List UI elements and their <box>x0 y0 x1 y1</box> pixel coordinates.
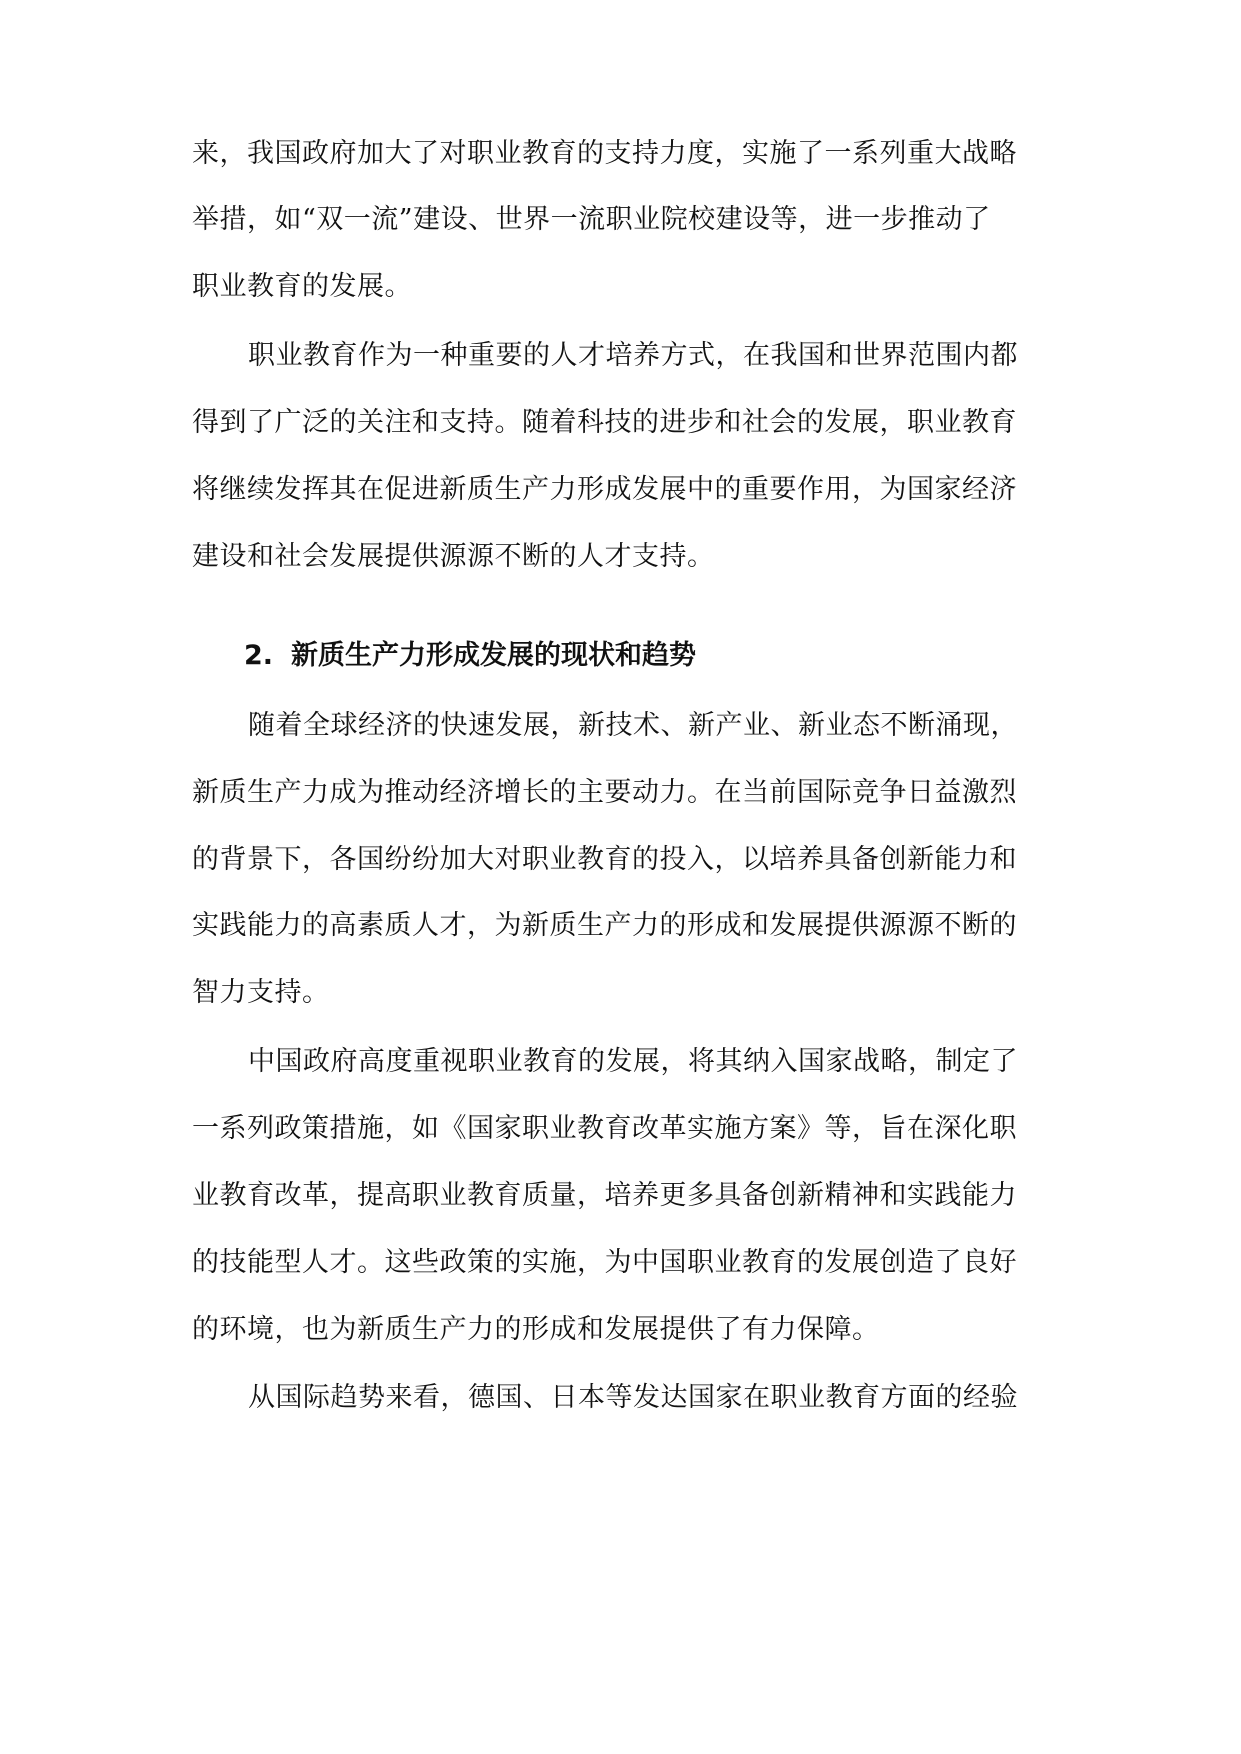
paragraph-3-line-4: 实践能力的高素质人才，为新质生产力的形成和发展提供源源不断的 <box>192 910 1017 941</box>
paragraph-4-line-3: 业教育改革，提高职业教育质量，培养更多具备创新精神和实践能力 <box>192 1180 1017 1211</box>
paragraph-4-line-5: 的环境，也为新质生产力的形成和发展提供了有力保障。 <box>192 1314 880 1345</box>
paragraph-2-line-4: 建设和社会发展提供源源不断的人才支持。 <box>192 541 715 572</box>
paragraph-1-line-3: 职业教育的发展。 <box>192 271 412 302</box>
paragraph-4-line-1: 中国政府高度重视职业教育的发展，将其纳入国家战略，制定了 <box>248 1046 1018 1077</box>
section-heading <box>244 636 696 676</box>
paragraph-3-line-3: 的背景下，各国纷纷加大对职业教育的投入，以培养具备创新能力和 <box>192 844 1017 875</box>
paragraph-3-line-1: 随着全球经济的快速发展，新技术、新产业、新业态不断涌现， <box>248 710 1018 741</box>
paragraph-5-line-1: 从国际趋势来看，德国、日本等发达国家在职业教育方面的经验 <box>248 1382 1018 1413</box>
paragraph-1-line-1: 来，我国政府加大了对职业教育的支持力度，实施了一系列重大战略 <box>192 138 1017 169</box>
paragraph-2-line-2: 得到了广泛的关注和支持。随着科技的进步和社会的发展，职业教育 <box>192 407 1017 438</box>
section-heading-number: 2. <box>244 640 274 671</box>
paragraph-3-line-2: 新质生产力成为推动经济增长的主要动力。在当前国际竞争日益激烈 <box>192 777 1017 808</box>
paragraph-3-line-5: 智力支持。 <box>192 977 330 1008</box>
paragraph-2-line-1: 职业教育作为一种重要的人才培养方式，在我国和世界范围内都 <box>248 340 1018 371</box>
paragraph-1-line-2: 举措，如“双一流”建设、世界一流职业院校建设等，进一步推动了 <box>192 204 991 235</box>
section-heading-title: 新质生产力形成发展的现状和趋势 <box>291 640 697 671</box>
paragraph-2-line-3: 将继续发挥其在促进新质生产力形成发展中的重要作用，为国家经济 <box>192 474 1017 505</box>
paragraph-4-line-4: 的技能型人才。这些政策的实施，为中国职业教育的发展创造了良好 <box>192 1247 1017 1278</box>
paragraph-4-line-2: 一系列政策措施，如《国家职业教育改革实施方案》等，旨在深化职 <box>192 1113 1017 1144</box>
